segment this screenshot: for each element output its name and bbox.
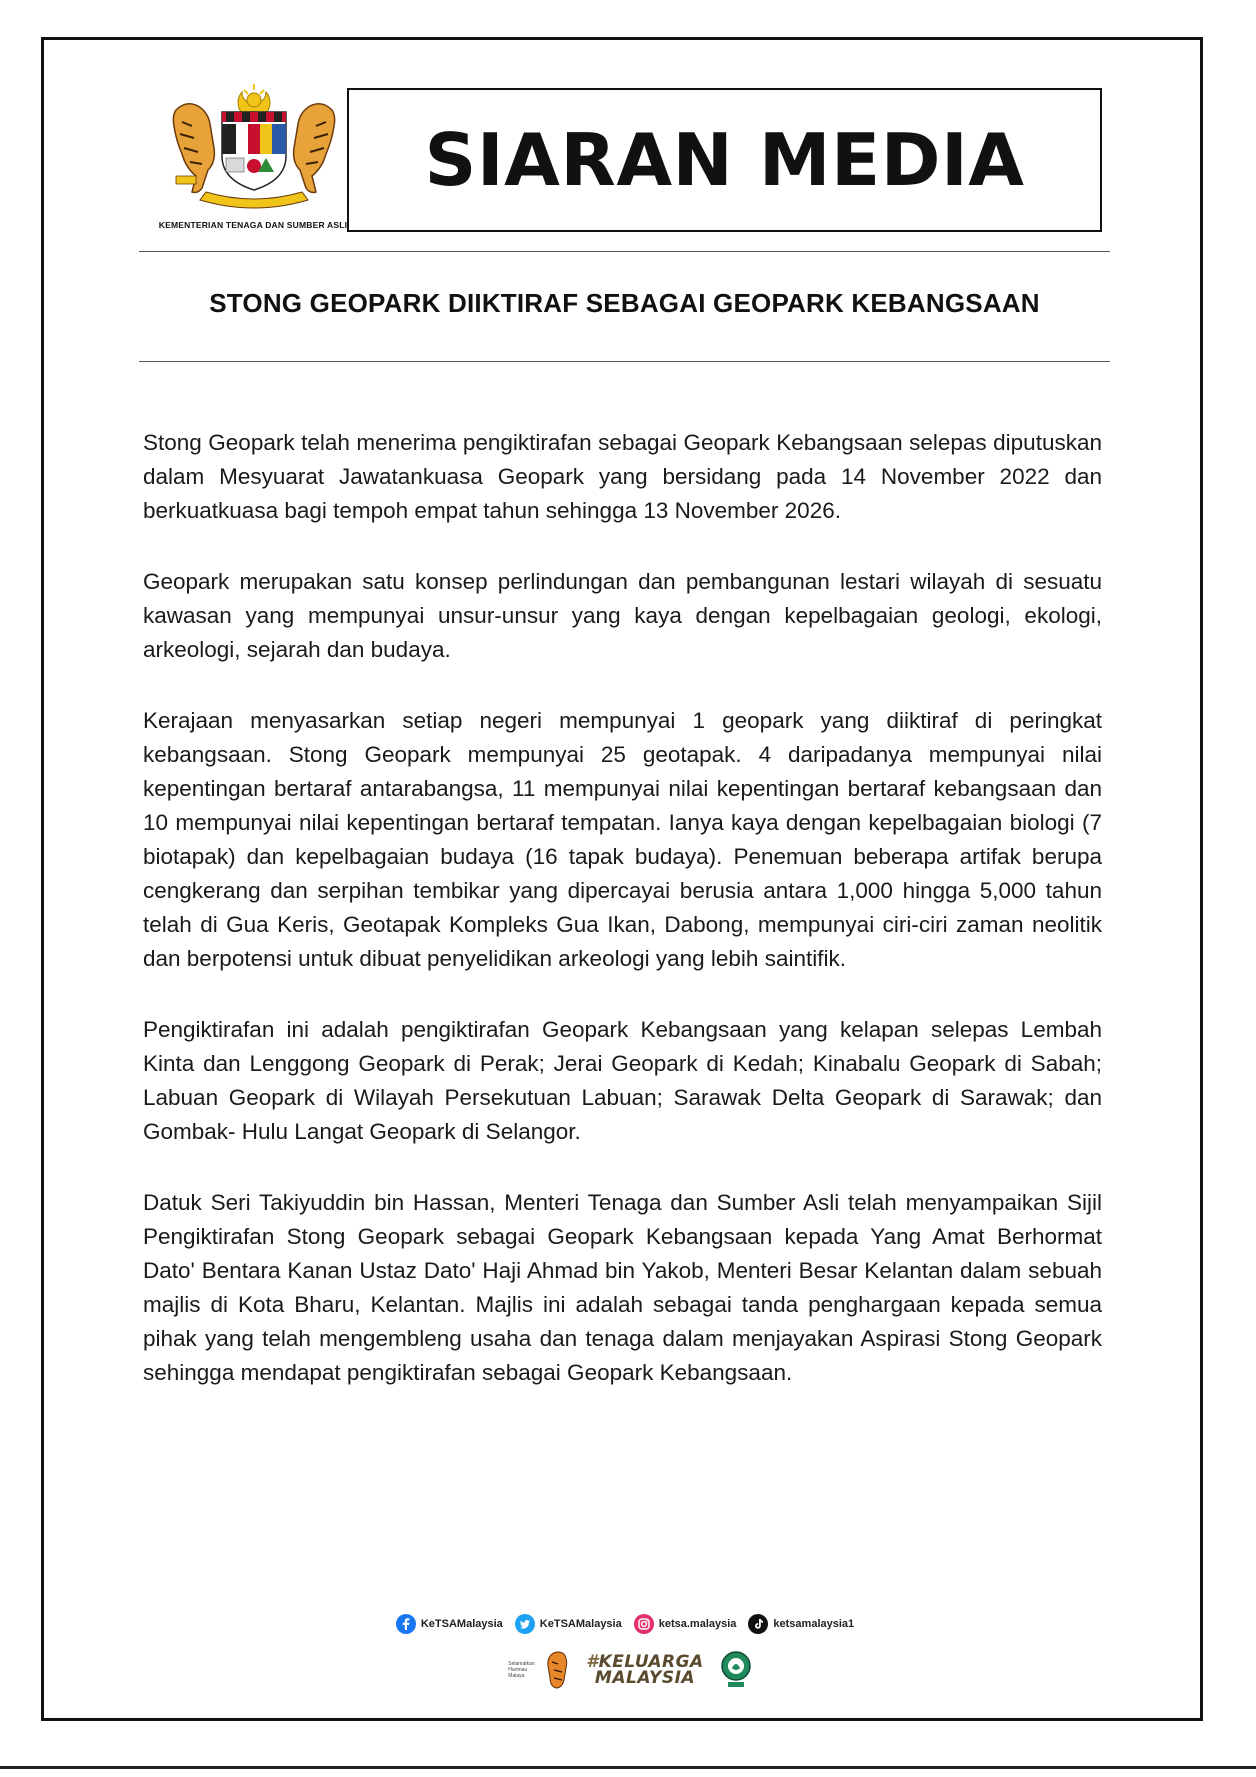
social-label: ketsamalaysia1	[773, 1618, 855, 1630]
twitter-icon	[515, 1614, 535, 1634]
ministry-name: KEMENTERIAN TENAGA DAN SUMBER ASLI	[158, 220, 348, 230]
body-paragraph: Kerajaan menyasarkan setiap negeri mempunyai 1 geopark yang diiktiraf di peringkat kebangsaan. Stong Geopark mempunyai 25 geotapak. 4 daripadanya mempunyai nilai kepentingan bertaraf antarabangsa, 11 mempunyai nilai kepentingan bertaraf kebangsaan dan 10 mempunyai nilai kepentingan bertaraf tempatan. Ianya kaya dengan kepelbagaian biologi (7 biotapak) dan kepelbagaian budaya (16 tapak budaya). Penemuan beberapa artifak berupa cengkerang dan serpihan tembikar yang dipercayai berusia antara 1,000 hingga 5,000 tahun telah di Gua Keris, Geotapak Kompleks Gua Ikan, Dabong, mempunyai ciri-ciri zaman neolitik dan berpotensi untuk dibuat penyelidikan arkeologi yang lebih saintifik.	[143, 708, 1102, 971]
footer-logos	[480, 1644, 780, 1696]
body-paragraph: Geopark merupakan satu konsep perlindungan dan pembangunan lestari wilayah di sesuatu kawasan yang mempunyai unsur-unsur yang kaya dengan kepelbagaian geologi, ekologi, arkeologi, sejarah dan budaya.	[143, 569, 1102, 662]
facebook-icon	[396, 1614, 416, 1634]
media-release-banner	[347, 88, 1102, 232]
keluarga-hash: #	[586, 1652, 599, 1672]
tiktok-icon	[748, 1614, 768, 1634]
body-paragraph: Datuk Seri Takiyuddin bin Hassan, Menteri Tenaga dan Sumber Asli telah menyampaikan Sijil Pengiktirafan Stong Geopark sebagai Geopark Kebangsaan kepada Yang Amat Berhormat Dato' Bentara Kanan Ustaz Dato' Haji Ahmad bin Yakob, Menteri Besar Kelantan dalam sebuah majlis di Kota Bharu, Kelantan. Majlis ini adalah sebagai tanda penghargaan kepada semua pihak yang telah mengembleng usaha dan tenaga dalam menjayakan Aspirasi Stong Geopark sehingga mendapat pengiktirafan sebagai Geopark Kebangsaan.	[143, 1190, 1102, 1385]
body-paragraph: Stong Geopark telah menerima pengiktirafan sebagai Geopark Kebangsaan selepas diputuskan dalam Mesyuarat Jawatankuasa Geopark yang bersidang pada 14 November 2022 dan berkuatkuasa bagi tempoh empat tahun sehingga 13 November 2026.	[143, 430, 1102, 523]
social-label: KeTSAMalaysia	[420, 1618, 503, 1630]
keluarga-line1: KELUARGA	[598, 1652, 704, 1672]
social-label: ketsa.malaysia	[658, 1618, 737, 1630]
headline-rule-top	[139, 251, 1110, 252]
keluarga-line2: MALAYSIA	[594, 1668, 696, 1688]
social-link-facebook[interactable]	[396, 1614, 503, 1634]
coat-of-arms-logo	[156, 82, 352, 214]
headline-rule-bottom	[139, 361, 1110, 362]
instagram-icon	[634, 1614, 654, 1634]
crest-motto	[148, 82, 149, 83]
ministry-crest-block	[148, 82, 358, 232]
body-text	[143, 426, 1102, 1427]
social-link-instagram[interactable]	[634, 1614, 737, 1634]
tiger-logo-text: Selamatkan Harimau Malaya	[508, 1661, 535, 1679]
save-malayan-tiger-logo	[508, 1650, 570, 1690]
social-label: KeTSAMalaysia	[539, 1618, 622, 1630]
keluarga-malaysia-logo	[586, 1654, 703, 1686]
social-link-tiktok[interactable]	[748, 1614, 854, 1634]
social-link-twitter[interactable]	[515, 1614, 622, 1634]
bottom-rule	[0, 1766, 1256, 1769]
tiger-icon	[546, 1650, 570, 1690]
body-paragraph: Pengiktirafan ini adalah pengiktirafan Geopark Kebangsaan yang kelapan selepas Lembah Kinta dan Lenggong Geopark di Perak; Jerai Geopark di Kedah; Kinabalu Geopark di Sabah; Labuan Geopark di Wilayah Persekutuan Labuan; Sarawak Delta Geopark di Sarawak; dan Gombak- Hulu Langat Geopark di Selangor.	[143, 1017, 1102, 1144]
emblem-logo	[720, 1650, 752, 1690]
social-links	[370, 1611, 880, 1637]
banner-title: SIARAN MEDIA	[424, 118, 1025, 202]
headline: STONG GEOPARK DIIKTIRAF SEBAGAI GEOPARK KEBANGSAAN	[209, 288, 1040, 318]
